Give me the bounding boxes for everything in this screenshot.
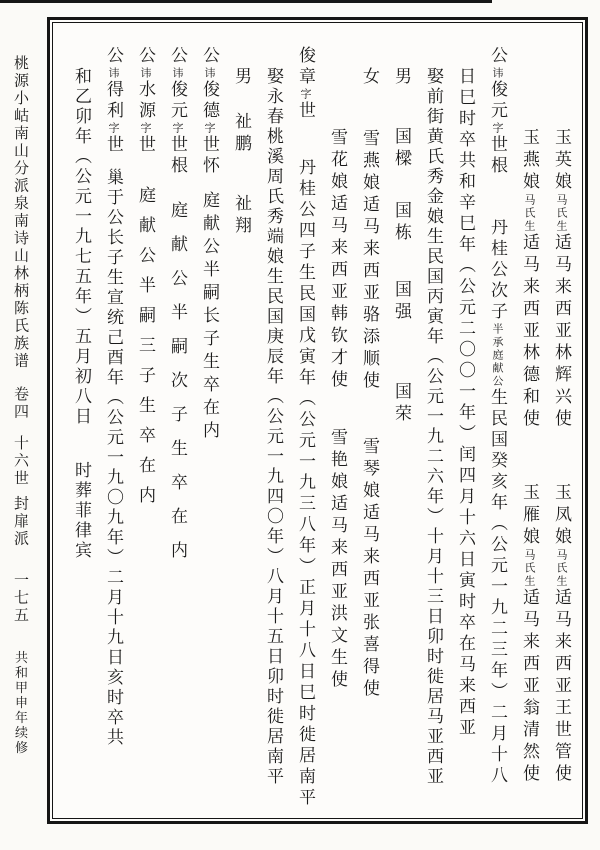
daughter-marriage-note: 雪琴娘适马来西亚张喜得使 — [360, 437, 379, 701]
column-entry-shuiyuan — [137, 43, 154, 804]
book-title: 桃源小岵南山分派泉南诗山林柄陈氏族谱 — [12, 55, 28, 370]
son-name: 祉鹏 — [232, 112, 251, 156]
son-name: 国强 — [392, 280, 411, 324]
son-name: 祉翔 — [232, 194, 251, 238]
column-gap — [305, 122, 306, 158]
death-record: 日巳时卒共和辛巳年（公元二〇〇一年）闰四月十六日寅时卒在马来西亚 — [456, 67, 475, 739]
given-name: 俊元 — [488, 80, 507, 122]
column-daughters-xuehua-xueyan — [329, 43, 346, 804]
column-gap — [177, 177, 178, 201]
honorific: 公 — [104, 46, 123, 67]
courtesy-name: 世 — [296, 101, 315, 122]
zi-marker: 字 — [107, 122, 119, 135]
given-name: 水源 — [136, 80, 155, 122]
hui-marker: 讳 — [107, 67, 119, 80]
column-gap — [209, 177, 210, 191]
genealogy-frame-inner — [52, 22, 583, 819]
hui-marker: 讳 — [139, 67, 151, 80]
spine-gap — [20, 370, 21, 386]
courtesy-name: 世 — [104, 135, 123, 156]
zi-marker: 字 — [491, 122, 503, 135]
given-name: 得利 — [104, 80, 123, 122]
adoption-note: 半承庭献公 — [491, 323, 503, 388]
honorific: 公 — [488, 46, 507, 67]
hui-marker: 讳 — [491, 67, 503, 80]
branch-label: 封扉派 — [12, 495, 28, 548]
volume-label: 卷四 — [12, 386, 28, 421]
scan-artifact-top-edge — [0, 0, 492, 3]
column-entry-junyuan-2 — [169, 43, 186, 804]
marriage-note: 适马来西亚翁清然使 — [520, 588, 539, 786]
column-gap — [369, 89, 370, 129]
daughter-marriage-note: 雪花娘适马来西亚韩钦才使 — [328, 128, 347, 392]
spine-gap — [20, 421, 21, 435]
column-gap — [401, 171, 402, 201]
lineage-note: 庭献公半嗣长子生卒在内 — [200, 191, 219, 444]
column-gap — [241, 156, 242, 194]
daughter-name: 玉雁娘 — [520, 483, 539, 549]
birth-record: 丹桂公四子生民国戊寅年（公元一九三八年）正月十八日巳时徙居南平 — [296, 158, 315, 809]
column-gap — [401, 324, 402, 382]
generation-label: 十六世 — [12, 435, 28, 488]
son-name: 国荣 — [392, 382, 411, 426]
birth-death-record: 巢于公长子生宣统己酉年（公元一九〇九年）二月十九日亥时卒共 — [104, 168, 123, 748]
daughter-name: 玉燕娘 — [520, 128, 539, 194]
given-name: 俊德 — [200, 80, 219, 122]
column-entry-deli-cont — [73, 43, 90, 804]
column-entry-junzhang-head — [296, 43, 315, 809]
column-gap — [145, 156, 146, 186]
daughter-marriage-note: 雪艳娘适马来西亚洪文生使 — [328, 428, 347, 692]
honorific: 公 — [200, 46, 219, 67]
column-sons-junzhang — [233, 43, 250, 804]
birth-mother-note: 马氏生 — [555, 549, 567, 588]
column-gap — [337, 392, 338, 428]
courtesy-name: 世 — [136, 135, 155, 156]
son-name: 国樑 — [392, 127, 411, 171]
book-spine-column — [12, 55, 27, 845]
column-gap — [529, 431, 530, 483]
marriage-note: 适马来西亚王世管使 — [552, 588, 571, 786]
courtesy-name: 世根 — [488, 135, 507, 177]
column-entry-junyuan-head — [489, 43, 506, 804]
lineage-note: 丹桂公次子 — [488, 218, 507, 323]
wife-record: 娶永春桃溪周氏秀端娘生民国庚辰年（公元一九四〇年）八月十五日卯时徙居南平 — [264, 67, 283, 787]
column-gap — [81, 427, 82, 461]
hui-marker: 讳 — [171, 67, 183, 80]
lineage-note: 庭献公半嗣三子生卒在内 — [136, 186, 155, 516]
zi-marker: 字 — [139, 122, 151, 135]
spine-gap — [20, 625, 21, 651]
birth-mother-note: 马氏生 — [555, 194, 567, 233]
marriage-note: 适马来西亚林辉兴使 — [552, 233, 571, 431]
column-gap — [401, 245, 402, 280]
daughter-name: 玉凤娘 — [552, 483, 571, 549]
spine-gap — [20, 488, 21, 496]
column-gap — [401, 89, 402, 127]
zi-marker: 字 — [299, 88, 311, 101]
honorific: 公 — [136, 46, 155, 67]
lineage-note: 庭献公半嗣次子生卒在内 — [168, 201, 187, 575]
sons-marker: 男 — [392, 67, 411, 89]
given-name: 俊章 — [296, 46, 315, 88]
column-entry-junde — [201, 43, 218, 804]
given-name: 俊元 — [168, 80, 187, 122]
genealogy-frame — [47, 17, 588, 824]
column-gap — [369, 393, 370, 437]
column-gap — [497, 177, 498, 218]
column-gap — [561, 431, 562, 483]
wife-record: 娶前街黄氏秀金娘生民国丙寅年（公元一九二六年）十月十三日卯时徙居马亚西亚 — [424, 67, 443, 787]
column-gap — [113, 156, 114, 168]
folio-number: 一七五 — [12, 572, 28, 625]
honorific: 公 — [168, 46, 187, 67]
hui-marker: 讳 — [203, 67, 215, 80]
sons-marker: 男 — [232, 67, 251, 89]
birth-mother-note: 马氏生 — [523, 549, 535, 588]
son-name: 国栋 — [392, 201, 411, 245]
spine-gap — [20, 548, 21, 572]
column-daughters-yuyan-yuyan — [521, 43, 538, 804]
column-entry-deli-head — [105, 43, 122, 804]
courtesy-name: 世根 — [168, 135, 187, 177]
zi-marker: 字 — [171, 122, 183, 135]
zi-marker: 字 — [203, 122, 215, 135]
column-daughters-yuying-yufeng — [553, 43, 570, 804]
column-entry-junyuan-wife — [425, 43, 442, 804]
column-sons-junyuan — [393, 43, 410, 804]
edition-note: 共和甲申年续修 — [13, 650, 28, 756]
marriage-note: 适马来西亚林德和使 — [520, 233, 539, 431]
burial-note: 时葬菲律宾 — [72, 461, 91, 561]
column-gap — [241, 89, 242, 112]
daughter-marriage-note: 雪燕娘适马来西亚骆添顺使 — [360, 129, 379, 393]
column-daughters-xueyan-xueqin — [361, 43, 378, 804]
birth-record: 生民国癸亥年（公元一九二三年）二月十八 — [488, 388, 507, 787]
daughter-name: 玉英娘 — [552, 128, 571, 194]
courtesy-name: 世怀 — [200, 135, 219, 177]
column-entry-junyuan-death — [457, 43, 474, 804]
column-entry-junzhang-wife — [265, 43, 282, 804]
death-record: 和乙卯年（公元一九七五年）五月初八日 — [72, 67, 91, 427]
birth-mother-note: 马氏生 — [523, 194, 535, 233]
daughters-marker: 女 — [360, 67, 379, 89]
